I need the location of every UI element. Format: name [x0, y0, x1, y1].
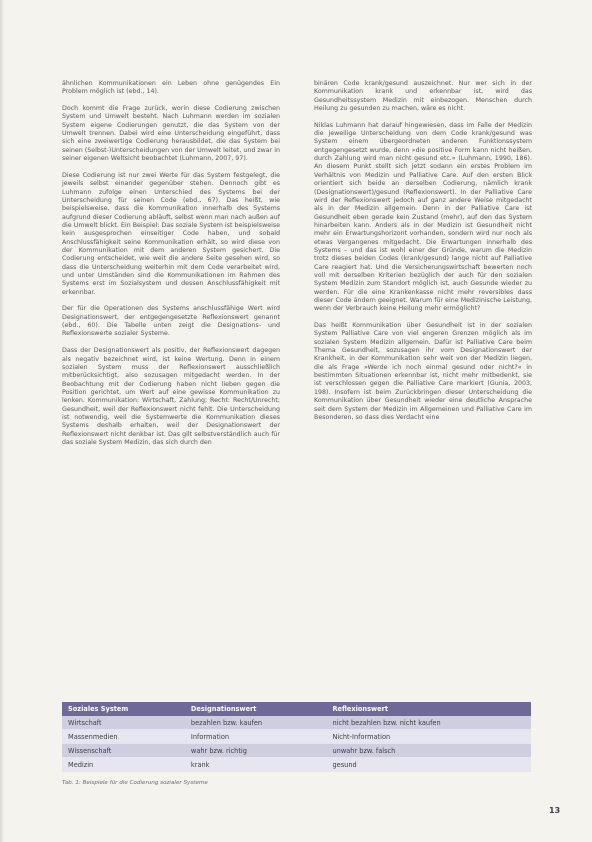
text-column-left	[62, 80, 280, 456]
table-row	[62, 744, 531, 758]
paragraph: Niklas Luhmann hat darauf hingewiesen, dass im Falle der Medizin die jeweilige Unterscheidung von dem Code krank/gesund was System einem übergeordneten anderen Funktionssystem entgegengesetzt wurde, denn »die positive Form kann nicht heißen, durch Zahlung wird man nicht gesund etc.« (Luhmann, 1990, 186). An diesem Punkt stellt sich jetzt sodann ein erstes Problem im Verhältnis von Medizin und Palliative Care. Auf den ersten Blick orientiert sich beide an derselben Codierung, nämlich krank (Designationswert)/gesund (Reflexionswert). In der Palliative Care wird der Reflexionswert jedoch auf ganz andere Weise mitgedacht als in der Medizin allgemein. Denn in der Palliative Care ist Gesundheit eben gerade kein Zustand (mehr), auf den das System hinarbeiten kann. Anders als in der Medizin ist Gesundheit nicht mehr ein Erwartungshorizont vorhanden, sondern wird nur noch als etwas Vergangenes mitgedacht. Die Erwartungen innerhalb des Systems – und das ist wohl einer der Gründe, warum die Medizin trotz dieses beiden Codes (krank/gesund) lange nicht auf Palliative Care reagiert hat. Und die Versicherungswirtschaft bewerten noch voll mit derselben Kriterien bezüglich der auch für den sozialen System Medizin zum Standort möglich ist, auch Gesunde wieder zu werden. Für die eine Krankenkasse nicht mehr reversibles dass dieser Code ändern geeignet. Warum für eine Medizinische Leistung, wenn der Verbrauch keine Heilung mehr ermöglicht?	[314, 121, 532, 313]
page-number: 13	[549, 806, 561, 815]
paragraph: binären Code krank/gesund auszeichnet. Nur wer sich in der Kommunikation krank und erkennbar ist, wird das Gesundheitssystem Medizin mit einbezogen. Menschen durch Heilung zu gesunden zu machen, wäre es nicht.	[314, 80, 532, 113]
paragraph: Das heißt Kommunikation über Gesundheit ist in der sozialen System Palliative Care von viel engeren Grenzen möglich als im sozialen System Medizin allgemein. Dafür ist Palliative Care beim Thema Gesundheit, sozusagen ihr vom Designationswert der Krankheit, in der Kommunikation sehr weit von der Medizin liegen, die als Frage »Werde ich noch einmal gesund oder nicht?« in bestimmten Situationen erkennbar ist, nicht mehr mitbedenkt, sie ist verschlossen gegen die Palliative Care markiert (Gunia, 2003, 198). Insofern ist beim Zurückbringen dieser Unterscheidung die Kommunikation über Gesundheit wieder eine deutliche Ansprache seit dem System der Medizin im Allgemeinen und Palliative Care im Besonderen, so dass dies Verdacht eine	[314, 322, 532, 421]
table-cell: Information	[185, 730, 327, 744]
column-header: Reflexionswert	[326, 702, 531, 716]
table-row	[62, 716, 531, 730]
paragraph: Der für die Operationen des Systems anschlussfähige Wert wird Designationswert, der entgegengesetzte Reflexionswert genannt (ebd., 60). Die Tabelle unten zeigt die Designations- und Reflexionswerte sozialer Systeme.	[62, 305, 280, 338]
table-header-row	[62, 702, 531, 716]
table-row	[62, 758, 531, 772]
column-header: Soziales System	[62, 702, 185, 716]
table-cell: nicht bezahlen bzw. nicht kaufen	[326, 716, 531, 730]
table-cell: Wirtschaft	[62, 716, 185, 730]
codes-table-container	[62, 702, 531, 772]
paragraph: ähnlichen Kommunikationen ein Leben ohne genügendes Ein Problem möglich ist (ebd., 14).	[62, 80, 280, 96]
table-row	[62, 730, 531, 744]
paragraph: Dass der Designationswert als positiv, der Reflexionswert dagegen als negativ bezeichnet wird, ist keine Wertung. Denn in einem sozialen System muss der Reflexionswert ausschließlich mitberücksichtigt, also sozusagen mitgedacht werden. In der Beobachtung mit der Codierung haben nicht lieben gegen die Position gerichtet, um Wert auf eine gewisse Kommunikation zu lenken. Kommunikation: Wirtschaft, Zahlung; Recht: Recht/Unrecht; Gesundheit, weil der Reflexionswert nicht fehlt. Die Unterscheidung ist notwendig, weil die Systemwerte die Kommunikation dieses Systems deshalb erhalten, weil der Designationswert der Reflexionswert nicht denkbar ist. Das gilt selbstverständlich auch für das soziale System Medizin, das sich durch den	[62, 347, 280, 446]
table-cell: Nicht-Information	[326, 730, 531, 744]
text-column-right	[314, 80, 532, 431]
codes-table	[62, 702, 531, 772]
table-cell: Medizin	[62, 758, 185, 772]
paragraph: Diese Codierung ist nur zwei Werte für das System festgelegt, die jeweils selbst einander gegenüber stehen. Dennoch gibt es Luhmann zufolge einen Unterschied des Systems bei der Unterscheidung für seinen Code (ebd., 67). Das heißt, wie beispielsweise, dass die Kommunikation innerhalb des Systems aufgrund dieser Codierung abläuft, selbst wenn man nach außen auf die Umwelt blickt. Ein Beispiel: Das soziale System ist beispielsweise kein ausgesprochen einseitiger Code haben, und sobald Anschlussfähigkeit seine Kommunikation erhält, so wird diese von der Kommunikation mit dem anderen System gesichert. Die Codierung entscheidet, wie weit die andere Seite gesehen wird, so dass die Unterscheidung weiterhin mit dem Code verarbeitet wird, und unter Umständen sind die Kommunikationen im Rahmen des Systems erst im Sozialsystem und dessen Anschlussfähigkeit mit erkennbar.	[62, 171, 280, 296]
table-cell: wahr bzw. richtig	[185, 744, 327, 758]
table-cell: bezahlen bzw. kaufen	[185, 716, 327, 730]
table-caption: Tab. 1: Beispiele für die Codierung sozialer Systeme	[62, 780, 208, 786]
table-cell: unwahr bzw. falsch	[326, 744, 531, 758]
table-cell: gesund	[326, 758, 531, 772]
table-cell: Massenmedien	[62, 730, 185, 744]
table-cell: krank	[185, 758, 327, 772]
table-cell: Wissenschaft	[62, 744, 185, 758]
paragraph: Doch kommt die Frage zurück, worin diese Codierung zwischen System und Umwelt besteht. Nach Luhmann werden im sozialen System eigene Codierungen genutzt, die das System von der Umwelt trennen. Dabei wird eine Unterscheidung eingeführt, dass sich eine zweiwertige Codierung herausbildet, die das System bei seinen (Selbst-)Unterscheidungen von der Umwelt leitet, und zwar in seiner eigenen Weltsicht beobachtet (Luhmann, 2007, 97).	[62, 105, 280, 163]
page-binding-edge	[0, 0, 4, 842]
column-header: Designationswert	[185, 702, 327, 716]
